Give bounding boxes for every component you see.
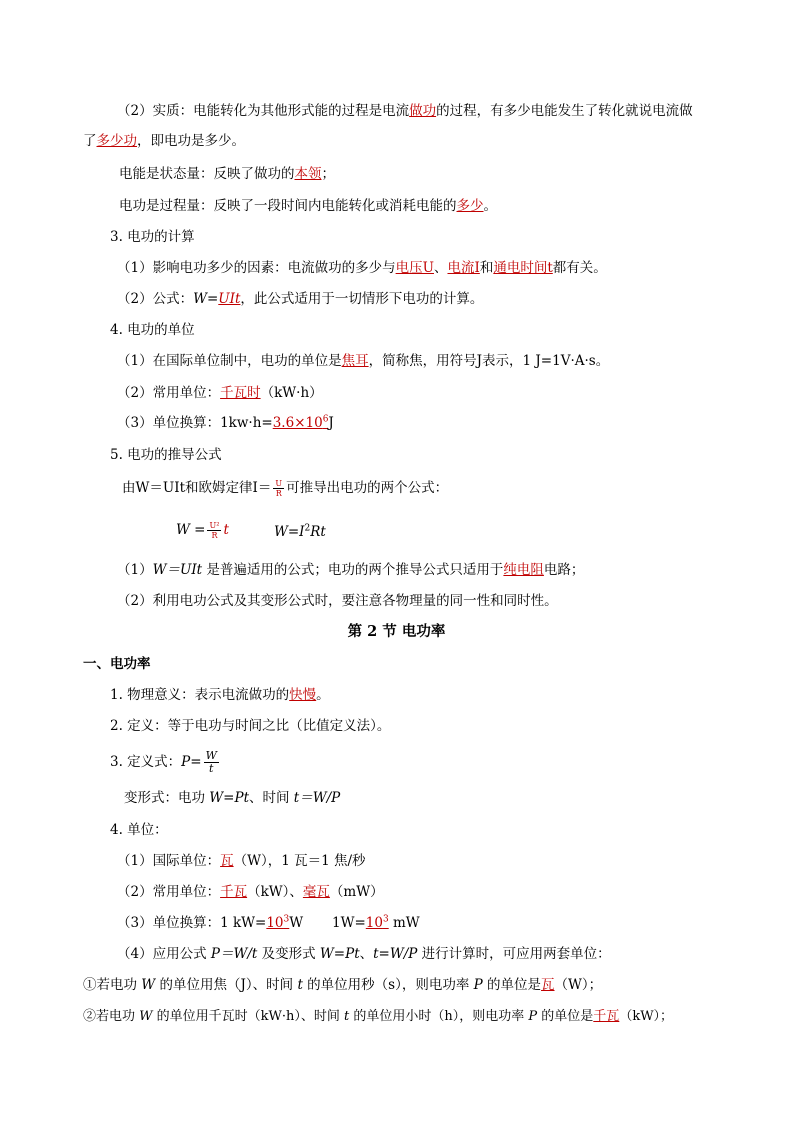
answer-blank: 焦耳 xyxy=(341,353,369,369)
line-state-quantity: 电能是状态量：反映了做功的本领； xyxy=(119,166,335,182)
answer-blank: 瓦 xyxy=(541,977,555,993)
formula-u2rt: W = $\frac{\text{U²}}{R}$ t xyxy=(176,521,229,540)
line-factors: （1）影响电功多少的因素：电流做功的多少与电压U、电流I和通电时间t都有关。 xyxy=(117,260,607,276)
answer-blank: 做功 xyxy=(409,103,437,119)
answer-blank: 毫瓦 xyxy=(302,884,330,900)
answer-blank: $10^3$ xyxy=(266,914,290,931)
line-process-quantity: 电功是过程量：反映了一段时间内电能转化或消耗电能的多少。 xyxy=(119,198,497,214)
line-power-si: （1）国际单位：瓦（W），1 瓦＝1 焦/秒 xyxy=(117,853,366,869)
section-heading: 一、电功率 xyxy=(83,656,151,672)
line-meaning: 1. 物理意义：表示电流做功的快慢。 xyxy=(110,687,330,703)
heading-calc: 3. 电功的计算 xyxy=(110,229,195,245)
line-power-conversion-2: $1W=10^3$ mW xyxy=(332,914,420,931)
answer-blank: 多少功 xyxy=(96,133,137,149)
line-derivation: 由W＝UIt和欧姆定律I＝ $\frac{U}{R}$ 可推导出电功的两个公式： xyxy=(122,479,449,498)
line-unit-set-2: ②若电功 W 的单位用千瓦时（kW·h）、时间 t 的单位用小时（h），则电功率 P 的单位是千瓦（kW）； xyxy=(83,1009,674,1024)
answer-blank: 多少 xyxy=(456,198,484,214)
answer-blank: UIt xyxy=(218,291,241,307)
line-variants: 变形式：电功 W=Pt、时间 t＝W/P xyxy=(124,790,341,806)
answer-blank: 千瓦时 xyxy=(220,385,261,401)
line-power-common: （2）常用单位：千瓦（kW）、毫瓦（mW） xyxy=(117,884,384,900)
fraction-w-over-t: $\frac{W}{t}$ xyxy=(205,749,217,775)
line-conversion: （3）单位换算：$1kw\cdot h=3.6\times 10^6J$ xyxy=(117,414,334,431)
section-title: 第 2 节 电功率 xyxy=(347,623,446,640)
answer-blank: 电流I xyxy=(447,260,480,276)
fraction-u2-over-r: $\frac{\text{U²}}{R}$ xyxy=(209,521,220,540)
line-si-unit: （1）在国际单位制中，电功的单位是焦耳，简称焦，用符号J表示，1 J=1V·A·s。 xyxy=(117,353,610,369)
answer-blank: $10^3$ xyxy=(365,914,389,931)
heading-units: 4. 电功的单位 xyxy=(110,322,195,338)
line-formula: （2）公式：W=UIt，此公式适用于一切情形下电功的计算。 xyxy=(117,291,484,307)
heading-power-units: 4. 单位： xyxy=(110,822,168,838)
heading-derived: 5. 电功的推导公式 xyxy=(110,447,222,463)
line-definition: 2. 定义：等于电功与时间之比（比值定义法）。 xyxy=(110,718,391,734)
answer-blank: 快慢 xyxy=(289,687,317,703)
line-common-unit: （2）常用单位：千瓦时（kW·h） xyxy=(117,385,323,401)
line-power-conversion: （3）单位换算：1 $kW=10^3W$ xyxy=(117,914,304,931)
answer-blank: 纯电阻 xyxy=(503,562,544,578)
line-note-2: （2）利用电功公式及其变形公式时，要注意各物理量的同一性和同时性。 xyxy=(117,593,558,609)
fraction-u-over-r: $\frac{U}{R}$ xyxy=(275,479,283,498)
line-unit-set-1: ①若电功 W 的单位用焦（J）、时间 t 的单位用秒（s），则电功率 P 的单位是瓦（W）； xyxy=(83,977,603,993)
line-essence-cont: 了多少功，即电功是多少。 xyxy=(83,133,245,149)
answer-blank: $3.6\times 10^6$ xyxy=(272,414,329,431)
answer-blank: 瓦 xyxy=(220,853,234,869)
line-apply: （4）应用公式 P＝W/t 及变形式 W=Pt、t=W/P 进行计算时，可应用两套单位： xyxy=(117,946,611,962)
answer-blank: 电压U xyxy=(395,260,434,276)
answer-blank: 通电时间t xyxy=(493,260,553,276)
line-essence: （2）实质：电能转化为其他形式能的过程是电流做功的过程，有多少电能发生了转化就说电流做 xyxy=(117,103,693,119)
answer-blank: 千瓦 xyxy=(593,1009,620,1024)
answer-blank: 千瓦 xyxy=(220,884,248,900)
formula-i2rt: $W=I^2Rt$ xyxy=(274,523,326,540)
line-note-1: （1）W＝UIt 是普遍适用的公式；电功的两个推导公式只适用于纯电阻电路； xyxy=(117,562,585,578)
line-def-formula: 3. 定义式：P= $\frac{W}{t}$ xyxy=(110,749,217,775)
answer-blank: 本领 xyxy=(294,166,322,182)
